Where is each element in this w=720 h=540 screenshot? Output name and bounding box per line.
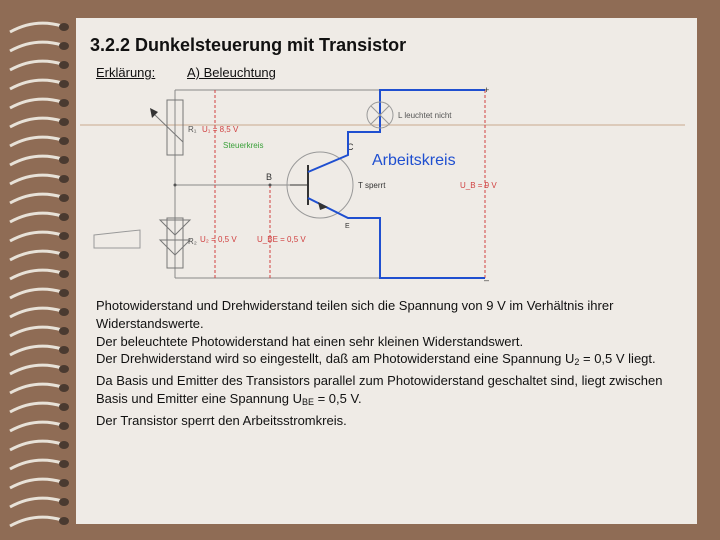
binding-ring [10,80,62,89]
binding-hole [59,460,69,468]
binding-ring [10,422,62,431]
binding-ring [10,99,62,108]
binding-hole [59,498,69,506]
binding-ring [10,232,62,241]
binding-hole [59,479,69,487]
u2-label: U₂ = 0,5 V [200,235,237,244]
binding-ring [10,308,62,317]
light-beam-icon [94,230,140,248]
minus-label: – [484,275,490,285]
binding-ring [10,23,62,32]
ube-label: U_BE = 0,5 V [257,235,306,244]
circuit-diagram [80,80,690,290]
binding-hole [59,384,69,392]
desc-line: Der Transistor sperrt den Arbeitsstromkreis. [96,412,347,428]
emitter-wire [308,198,485,278]
binding-ring [10,175,62,184]
binding-ring [10,460,62,469]
binding-ring [10,498,62,507]
binding-ring [10,327,62,336]
binding-ring [10,403,62,412]
binding-hole [59,61,69,69]
r1-adjust [155,115,183,142]
binding-hole [59,80,69,88]
desc-line: Da Basis und Emitter des Transistors parallel zum Photowiderstand geschaltet sind, liegt zwischen Basis und Emitter eine Spannung $U_{BE} = 0,5$ V. [96,373,663,407]
binding-hole [59,327,69,335]
desc-line: Der beleuchtete Photowiderstand hat einen sehr kleinen Widerstandswert. [96,333,524,349]
binding-ring [10,384,62,393]
binding-hole [59,175,69,183]
ub-label: U_B = 9 V [460,181,497,190]
collector-label: C [347,142,354,152]
binding-hole [59,517,69,525]
lamp-label: L leuchtet nicht [398,111,452,120]
junction-dot [174,184,177,187]
steuerkreis-label: Steuerkreis [223,141,264,150]
binding-ring [10,137,62,146]
binding-hole [59,422,69,430]
binding-hole [59,289,69,297]
binding-hole [59,441,69,449]
plus-label: + [484,85,490,95]
binding-ring [10,118,62,127]
binding-ring [10,517,62,526]
r1-label: R₁ [188,125,197,134]
transistor-state-label: T sperrt [358,181,386,190]
binding-ring [10,289,62,298]
spiral-binding [0,0,80,540]
binding-hole [59,137,69,145]
binding-hole [59,99,69,107]
binding-ring [10,479,62,488]
arbeitskreis-label: Arbeitskreis [372,152,456,169]
emitter-label: E [345,223,350,230]
binding-hole [59,251,69,259]
binding-hole [59,365,69,373]
binding-ring [10,346,62,355]
description [96,297,686,430]
binding-ring [10,61,62,70]
binding-hole [59,213,69,221]
u1-label: U₁ = 8,5 V [202,125,239,134]
case-label: A) Beleuchtung [187,65,276,80]
binding-hole [59,308,69,316]
binding-ring [10,194,62,203]
explanation-label: Erklärung: [96,65,156,80]
binding-hole [59,270,69,278]
desc-line: Der Drehwiderstand wird so eingestellt, daß am Photowiderstand eine Spannung $U_2 = 0,5$ V liegt. [96,351,656,368]
binding-ring [10,251,62,260]
binding-ring [10,42,62,51]
binding-hole [59,232,69,240]
binding-hole [59,23,69,31]
binding-ring [10,156,62,165]
binding-hole [59,156,69,164]
binding-hole [59,118,69,126]
binding-ring [10,270,62,279]
binding-ring [10,441,62,450]
base-label: B [266,172,273,182]
binding-hole [59,194,69,202]
r2-label: R₂ [188,237,197,246]
binding-ring [10,365,62,374]
binding-hole [59,346,69,354]
binding-ring [10,213,62,222]
binding-hole [59,42,69,50]
binding-hole [59,403,69,411]
page-title: 3.2.2 Dunkelsteuerung mit Transistor [90,35,407,55]
desc-line: Photowiderstand und Drehwiderstand teilen sich die Spannung von 9 V im Verhältnis ihrer Widerstandswerte. [96,298,614,331]
emitter-arrow-icon [318,202,328,210]
base-dot [269,184,272,187]
